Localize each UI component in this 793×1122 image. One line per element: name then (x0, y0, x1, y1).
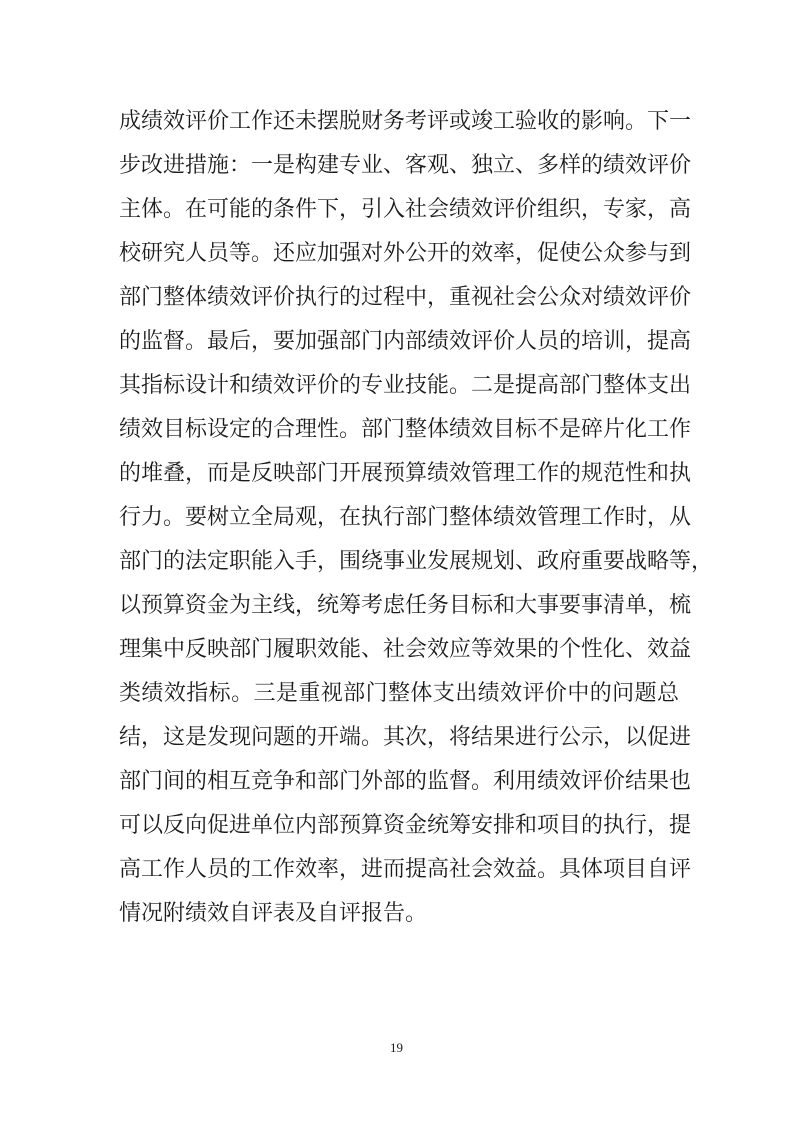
text-line-13: 理集中反映部门履职效能、社会效应等效果的个性化、效益 (119, 637, 692, 662)
body-paragraph (119, 100, 714, 936)
text-line-14: 类绩效指标。三是重视部门整体支出绩效评价中的问题总 (119, 681, 679, 706)
text-line-18: 高工作人员的工作效率，进而提高社会效益。具体项目自评 (119, 857, 692, 882)
text-line-8: 绩效目标设定的合理性。部门整体绩效目标不是碎片化工作 (119, 417, 692, 442)
page-number: 19 (390, 1040, 403, 1055)
text-line-15: 结，这是发现问题的开端。其次，将结果进行公示，以促进 (119, 725, 692, 750)
text-line-12: 以预算资金为主线，统筹考虑任务目标和大事要事清单，梳 (119, 593, 692, 618)
text-line-4: 校研究人员等。还应加强对外公开的效率，促使公众参与到 (119, 241, 692, 266)
text-line-2: 步改进措施：一是构建专业、客观、独立、多样的绩效评价 (119, 153, 692, 178)
text-line-3: 主体。在可能的条件下，引入社会绩效评价组织，专家，高 (119, 197, 692, 222)
text-line-10: 行力。要树立全局观，在执行部门整体绩效管理工作时，从 (119, 505, 692, 530)
text-line-19: 情况附绩效自评表及自评报告。 (119, 901, 428, 926)
text-line-7: 其指标设计和绩效评价的专业技能。二是提高部门整体支出 (119, 373, 692, 398)
text-line-9: 的堆叠，而是反映部门开展预算绩效管理工作的规范性和执 (119, 461, 692, 486)
text-line-1: 成绩效评价工作还未摆脱财务考评或竣工验收的影响。下一 (119, 109, 692, 134)
text-line-6: 的监督。最后，要加强部门内部绩效评价人员的培训，提高 (119, 329, 692, 354)
text-line-5: 部门整体绩效评价执行的过程中，重视社会公众对绩效评价 (119, 285, 692, 310)
text-line-16: 部门间的相互竞争和部门外部的监督。利用绩效评价结果也 (119, 769, 692, 794)
text-line-11: 部门的法定职能入手，围绕事业发展规划、政府重要战略等， (119, 549, 714, 574)
text-line-17: 可以反向促进单位内部预算资金统筹安排和项目的执行，提 (119, 813, 692, 838)
